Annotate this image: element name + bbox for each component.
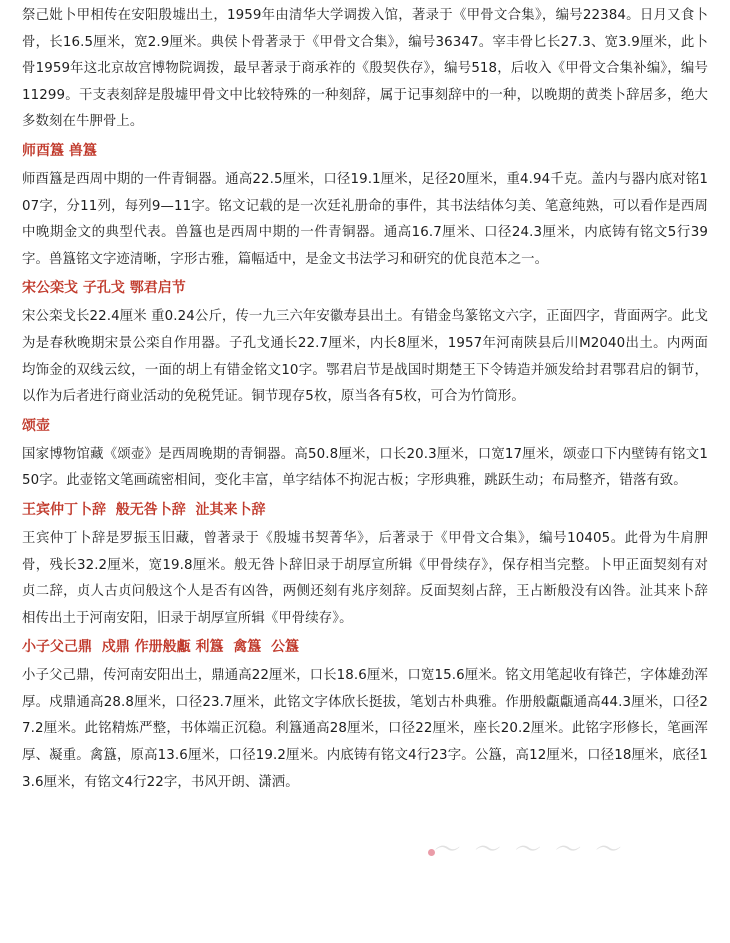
section-heading-xiaozi-ding: 小子父己鼎 戍鼎 作册般甗 利簋 禽簋 公簋 xyxy=(22,639,299,656)
section-paragraph-song-hu: 国家博物馆藏《颂壶》是西周晚期的青铜器。高50.8厘米，口长20.3厘米，口宽17厘米，颂壶口下内壁铸有铭文150字。此壶铭文笔画疏密相间，变化丰富，单字结体不拘泥古板；字形典雅，跳跃生动；布局整齐，错落有致。 xyxy=(22,446,708,489)
intro-paragraph: 祭己妣卜甲相传在安阳殷墟出土，1959年由清华大学调拨入馆，著录于《甲骨文合集》，编号22384。日月又食卜骨，长16.5厘米，宽2.9厘米。典侯卜骨著录于《甲骨文合集》，编号36347。宰丰骨匕长27.3、宽3.9厘米，此卜骨1959年这北京故宫博物院调拨，最早著录于商承祚的《殷契佚存》，编号518，后收入《甲骨文合集补编》，编号11299。干支表刻辞是殷墟甲骨文中比较特殊的一种刻辞，属于记事刻辞中的一种，以晚期的黄类卜辞居多，绝大多数刻在牛胛骨上。 xyxy=(22,8,708,130)
section-heading-shiyou-gui: 师酉簋 兽簋 xyxy=(22,142,97,159)
section-paragraph-xiaozi-ding: 小子父己鼎，传河南安阳出土，鼎通高22厘米，口长18.6厘米，口宽15.6厘米。铭文用笔起收有锋芒，字体雄劲浑厚。戍鼎通高28.8厘米，口径23.7厘米，此铭文字体欣长挺拔，笔划古朴典雅。作册般甗甗通高44.3厘米，口径27.2厘米。此铭精炼严整，书体端正沉稳。利簋通高28厘米，口径22厘米，座长20.2厘米。此铭字形修长，笔画浑厚、凝重。禽簋，原高13.6厘米，口径19.2厘米。内底铸有铭文4行23字。公簋，高12厘米，口径18厘米，底径13.6厘米，有铭文4行22字，书风开朗、潇洒。 xyxy=(22,668,708,790)
section-paragraph-shiyou-gui: 师酉簋是西周中期的一件青铜器。通高22.5厘米，口径19.1厘米，足径20厘米，重4.94千克。盖内与器内底对铭107字，分11列，每列9—11字。铭文记载的是一次廷礼册命的事件，其书法结体匀美、笔意纯熟，可以看作是西周中晚期金文的典型代表。兽簋也是西周中期的一件青铜器。通高16.7厘米、口径24.3厘米，内底铸有铭文5行39字。兽簋铭文字迹清晰，字形古雅，篇幅适中，是金文书法学习和研究的优良范本之一。 xyxy=(22,171,708,267)
section-heading-song-hu: 颂壶 xyxy=(22,417,50,434)
watermark: ～ ～ ～ ～ ～ xyxy=(432,835,623,865)
section-heading-wangbin-buci: 王宾仲丁卜辞 般无咎卜辞 沚其来卜辞 xyxy=(22,501,266,518)
section-heading-songgong-ge: 宋公栾戈 子孔戈 鄂君启节 xyxy=(22,280,186,297)
section-paragraph-songgong-ge: 宋公栾戈长22.4厘米 重0.24公斤，传一九三六年安徽寿县出土。有错金鸟篆铭文六字，正面四字，背面两字。此戈为是春秋晚期宋景公栾自作用器。子孔戈通长22.7厘米，内长8厘米，1957年河南陕县后川M2040出土。内两面均饰金的双线云纹，一面的胡上有错金铭文10字。鄂君启节是战国时期楚王下令铸造并颁发给封君鄂君启的铜节，以作为后者进行商业活动的免税凭证。铜节现存5枚，原当各有5枚，可合为竹筒形。 xyxy=(22,309,708,405)
watermark-dot-icon xyxy=(428,849,435,856)
section-paragraph-wangbin-buci: 王宾仲丁卜辞是罗振玉旧藏，曾著录于《殷墟书契菁华》，后著录于《甲骨文合集》，编号10405。此骨为牛肩胛骨，残长32.2厘米，宽19.8厘米。般无咎卜辞旧录于胡厚宣所辑《甲骨续存》，保存相当完整。卜甲正面契刻有对贞二辞，贞人古贞问般这个人是否有凶咎，两侧还刻有兆序刻辞。反面契刻占辞，王占断般没有凶咎。沚其来卜辞相传出土于河南安阳，旧录于胡厚宣所辑《甲骨续存》。 xyxy=(22,530,708,626)
